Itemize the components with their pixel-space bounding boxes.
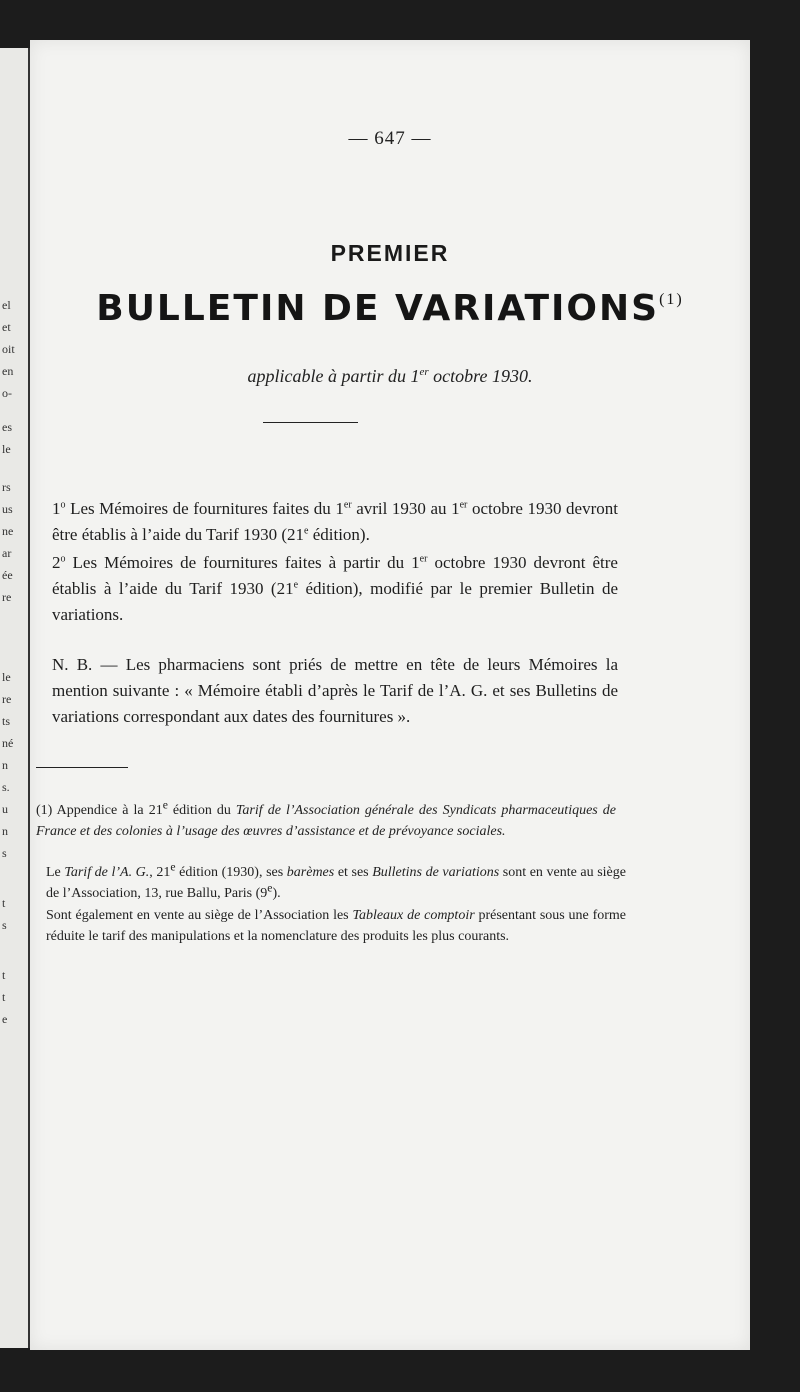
footnote-text: , 21	[149, 865, 171, 880]
heading-premier: PREMIER	[330, 240, 450, 266]
paragraph-text: Les Mémoires de fournitures faites du 1	[65, 499, 344, 518]
footnote-italic: Bulletins de variations	[372, 865, 500, 880]
applicability-text: applicable à partir du 1	[247, 366, 420, 386]
footnote-1	[36, 798, 617, 842]
footnote-italic: barèmes	[286, 865, 335, 880]
adjacent-fragment: s.	[2, 780, 10, 794]
adjacent-fragment: et	[2, 320, 11, 334]
ordinal-sup: er	[459, 499, 468, 511]
adjacent-fragment: e	[2, 1012, 8, 1026]
adjacent-fragment: t	[2, 990, 6, 1004]
adjacent-fragment: el	[2, 298, 11, 312]
adjacent-fragment: né	[2, 736, 14, 750]
ordinal-sup: e	[304, 525, 309, 537]
applicability-text: octobre 1930.	[428, 366, 533, 386]
ordinal-sup: o	[60, 553, 66, 565]
adjacent-fragment: n	[2, 824, 8, 838]
paragraph-text: édition), modifié par le premier Bulletin de variations.	[52, 579, 618, 624]
paragraph-1	[52, 496, 618, 548]
footnote-text: sont en vente au siège de l’Association, 13, rue Ballu, Paris (9	[46, 865, 626, 901]
paragraph-2	[52, 550, 618, 628]
ordinal-sup: er	[419, 366, 429, 378]
paragraph-text: octobre 1930 devront être établis à l’aide du Tarif 1930 (21	[52, 553, 618, 598]
adjacent-fragment: s	[2, 918, 7, 932]
adjacent-fragment: t	[2, 896, 6, 910]
ordinal-sup: e	[293, 579, 299, 591]
adjacent-fragment: ne	[2, 524, 14, 538]
nota-bene: N. B. — Les pharmaciens sont priés de mettre en tête de leurs Mémoires la mention suivante : « Mémoire établi d’après le Tarif de l’A. G. et ses Bulletins de variations correspondant aux dates des fournitures ».	[52, 655, 618, 726]
ordinal-sup: e	[267, 880, 273, 894]
footnote-divider	[36, 767, 128, 768]
adjacent-fragment: re	[2, 692, 12, 706]
adjacent-fragment: s	[2, 846, 7, 860]
adjacent-page-edge	[0, 48, 30, 1348]
adjacent-fragment: oit	[2, 342, 15, 356]
paragraph-text: 2	[52, 553, 61, 572]
adjacent-fragment: re	[2, 590, 12, 604]
document-page	[30, 40, 750, 1350]
footnote-text: Le	[46, 865, 65, 880]
paragraph-text: 1	[52, 499, 61, 518]
footnote-2	[36, 860, 626, 904]
footnote-text: (1) Appendice à la 21	[36, 803, 163, 818]
adjacent-fragment: ts	[2, 714, 11, 728]
ordinal-sup: er	[419, 553, 428, 565]
adjacent-fragment: ar	[2, 546, 12, 560]
paragraph-text: avril 1930 au 1	[351, 499, 460, 518]
adjacent-fragment: rs	[2, 480, 11, 494]
page-title	[30, 288, 750, 329]
adjacent-fragment: en	[2, 364, 14, 378]
divider	[263, 422, 358, 423]
adjacent-fragment: n	[2, 758, 8, 772]
adjacent-fragment: u	[2, 802, 8, 816]
footnote-text: édition du	[167, 803, 236, 818]
ordinal-sup: er	[343, 499, 352, 511]
footnote-italic: Tarif de l’A. G.	[64, 865, 150, 880]
adjacent-fragment: le	[2, 442, 11, 456]
adjacent-fragment: ée	[2, 568, 13, 582]
ordinal-sup: e	[170, 860, 176, 874]
footnote-ref: (1)	[659, 291, 684, 308]
adjacent-fragment: es	[2, 420, 12, 434]
applicability-line	[30, 366, 750, 387]
adjacent-fragment: us	[2, 502, 13, 516]
paragraph-text: édition).	[308, 525, 370, 544]
footnote-text: et ses	[334, 865, 373, 880]
adjacent-fragment: t	[2, 968, 6, 982]
footnote-italic: Tarif de l’Association générale des Syndicats pharmaceutiques de France et des colonies à l’usage des œuvres d’assistance et de prévoyance sociales.	[36, 803, 617, 839]
ordinal-sup: e	[162, 798, 168, 812]
footnote-italic: Tableaux de comptoir	[352, 908, 475, 923]
footnote-text: présentant sous une forme réduite le tarif des manipulations et la nomenclature des produits les plus courants.	[46, 908, 626, 944]
adjacent-fragment: o-	[2, 386, 12, 400]
ordinal-sup: o	[60, 499, 66, 511]
footnote-text: Sont également en vente au siège de l’Association les	[46, 908, 353, 923]
footnote-3	[36, 906, 626, 947]
footnote-text: édition (1930), ses	[175, 865, 287, 880]
adjacent-fragment: le	[2, 670, 11, 684]
title-text: BULLETIN DE VARIATIONS	[96, 288, 660, 329]
footnote-text: ).	[272, 885, 281, 901]
paragraph-text: Les Mémoires de fournitures faites à partir du 1	[65, 553, 420, 572]
page-number: — 647 —	[348, 128, 432, 149]
paragraph-text: octobre 1930 devront être établis à l’aide du Tarif 1930 (21	[52, 499, 618, 544]
